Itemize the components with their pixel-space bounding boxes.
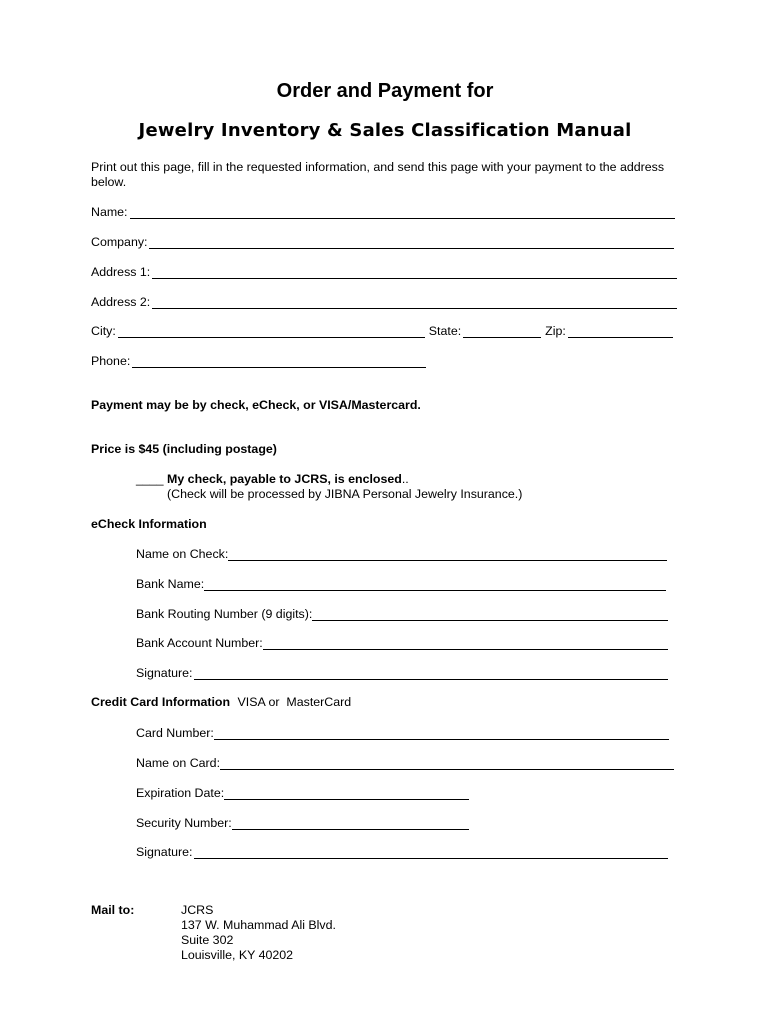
routing-number-label: Bank Routing Number (9 digits): bbox=[136, 607, 313, 621]
city-label: City: bbox=[91, 324, 116, 338]
zip-label: Zip: bbox=[545, 324, 566, 338]
echeck-signature-label: Signature: bbox=[136, 666, 193, 680]
check-note: (Check will be processed by JIBNA Personal Jewelry Insurance.) bbox=[167, 487, 523, 501]
name-on-check-input-line[interactable] bbox=[228, 548, 667, 561]
expiration-date-field[interactable] bbox=[136, 784, 469, 800]
name-field[interactable] bbox=[91, 203, 675, 219]
security-number-field[interactable] bbox=[136, 814, 469, 830]
name-on-card-input-line[interactable] bbox=[220, 757, 674, 770]
account-number-field[interactable] bbox=[136, 634, 668, 650]
name-on-check-field[interactable] bbox=[136, 545, 667, 561]
phone-input-line[interactable] bbox=[132, 355, 426, 368]
card-signature-input-line[interactable] bbox=[194, 846, 668, 859]
card-signature-label: Signature: bbox=[136, 845, 193, 859]
name-input-line[interactable] bbox=[130, 206, 675, 219]
address2-input-line[interactable] bbox=[152, 296, 677, 309]
routing-number-input-line[interactable] bbox=[312, 608, 668, 621]
company-field[interactable] bbox=[91, 233, 674, 249]
echeck-signature-field[interactable] bbox=[136, 664, 668, 680]
intro-text: Print out this page, fill in the requested information, and send this page with your payment to the address below. bbox=[91, 160, 665, 189]
mailing-address: JCRS 137 W. Muhammad Ali Blvd. Suite 302 Louisville, KY 40202 bbox=[181, 903, 336, 962]
check-blank[interactable]: ____ bbox=[136, 472, 164, 486]
phone-label: Phone: bbox=[91, 354, 131, 368]
bank-name-input-line[interactable] bbox=[204, 578, 666, 591]
security-number-input-line[interactable] bbox=[232, 817, 469, 830]
zip-input-line[interactable] bbox=[568, 325, 673, 338]
company-label: Company: bbox=[91, 235, 148, 249]
check-label: My check, payable to JCRS, is enclosed bbox=[167, 472, 402, 486]
company-input-line[interactable] bbox=[149, 236, 674, 249]
phone-field[interactable] bbox=[91, 352, 426, 368]
echeck-heading: eCheck Information bbox=[91, 517, 207, 531]
page-subtitle: Jewelry Inventory & Sales Classification Manual bbox=[138, 120, 632, 141]
price-text: Price is $45 (including postage) bbox=[91, 442, 277, 456]
page-title: Order and Payment for bbox=[276, 80, 494, 102]
account-number-label: Bank Account Number: bbox=[136, 636, 263, 650]
credit-card-heading: Credit Card Information bbox=[91, 695, 231, 709]
echeck-signature-input-line[interactable] bbox=[194, 667, 668, 680]
credit-card-heading-row bbox=[91, 695, 351, 709]
bank-name-label: Bank Name: bbox=[136, 577, 205, 591]
routing-number-field[interactable] bbox=[136, 605, 668, 621]
state-label: State: bbox=[428, 324, 462, 338]
mail-to-label: Mail to: bbox=[91, 903, 135, 917]
account-number-input-line[interactable] bbox=[263, 637, 668, 650]
card-types-text: VISA or MasterCard bbox=[237, 695, 352, 709]
card-number-label: Card Number: bbox=[136, 726, 214, 740]
address1-field[interactable] bbox=[91, 263, 677, 279]
address2-label: Address 2: bbox=[91, 295, 151, 309]
payment-methods-text: Payment may be by check, eCheck, or VISA/Mastercard. bbox=[91, 398, 421, 412]
security-number-label: Security Number: bbox=[136, 816, 232, 830]
expiration-date-input-line[interactable] bbox=[224, 787, 469, 800]
address2-field[interactable] bbox=[91, 293, 677, 309]
check-option[interactable] bbox=[136, 472, 409, 486]
state-input-line[interactable] bbox=[463, 325, 541, 338]
address1-input-line[interactable] bbox=[152, 266, 677, 279]
card-number-input-line[interactable] bbox=[214, 727, 669, 740]
name-on-card-field[interactable] bbox=[136, 754, 674, 770]
name-label: Name: bbox=[91, 205, 128, 219]
card-number-field[interactable] bbox=[136, 724, 669, 740]
city-state-zip-row bbox=[91, 322, 673, 338]
card-signature-field[interactable] bbox=[136, 843, 668, 859]
check-suffix: .. bbox=[401, 472, 409, 486]
expiration-date-label: Expiration Date: bbox=[136, 786, 225, 800]
bank-name-field[interactable] bbox=[136, 575, 666, 591]
name-on-check-label: Name on Check: bbox=[136, 547, 229, 561]
city-input-line[interactable] bbox=[118, 325, 425, 338]
name-on-card-label: Name on Card: bbox=[136, 756, 221, 770]
address1-label: Address 1: bbox=[91, 265, 151, 279]
